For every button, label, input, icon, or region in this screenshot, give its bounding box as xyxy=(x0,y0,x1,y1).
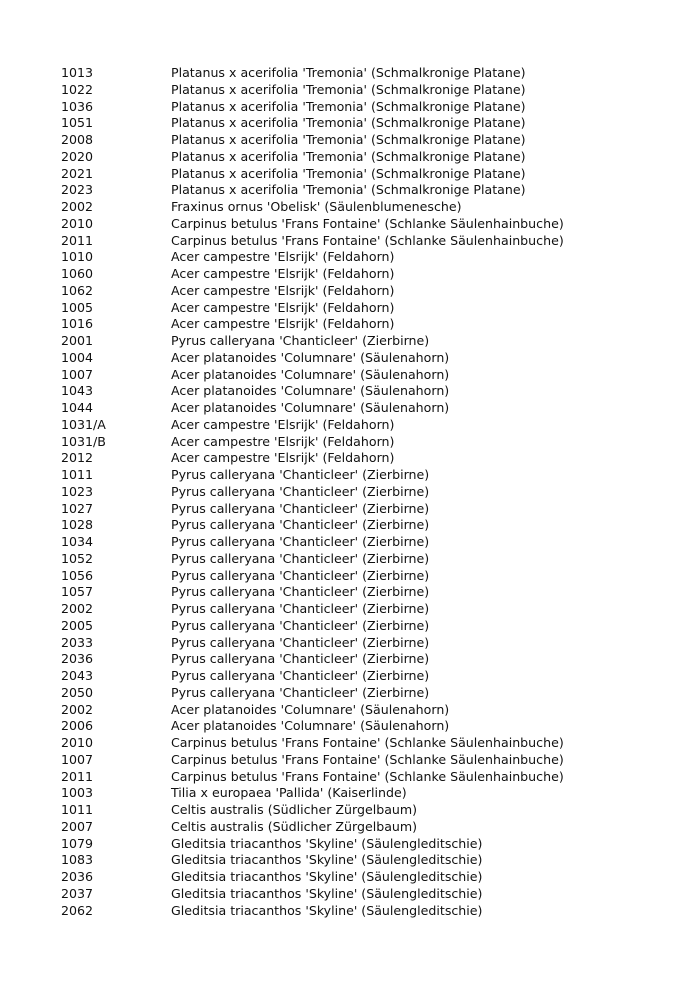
tree-number: 2036 xyxy=(61,869,94,884)
table-row xyxy=(61,836,681,853)
table-row xyxy=(61,216,681,233)
tree-species: Carpinus betulus 'Frans Fontaine' (Schlanke Säulenhainbuche) xyxy=(171,751,564,767)
table-row xyxy=(61,785,681,802)
tree-species: Pyrus calleryana 'Chanticleer' (Zierbirne) xyxy=(171,584,430,600)
table-row xyxy=(61,115,681,132)
tree-number: 1052 xyxy=(61,550,94,566)
tree-number: 1056 xyxy=(61,567,94,583)
tree-list xyxy=(61,65,681,919)
tree-number: 2062 xyxy=(61,902,94,918)
tree-species: Celtis australis (Südlicher Zürgelbaum) xyxy=(171,802,418,817)
tree-species: Pyrus calleryana 'Chanticleer' (Zierbirne) xyxy=(171,651,430,667)
tree-number: 2050 xyxy=(61,684,94,700)
table-row xyxy=(61,618,681,635)
tree-species: Acer campestre 'Elsrijk' (Feldahorn) xyxy=(171,282,395,298)
tree-species: Platanus x acerifolia 'Tremonia' (Schmalkronige Platane) xyxy=(171,165,526,181)
tree-number: 2002 xyxy=(61,701,94,717)
table-row xyxy=(61,149,681,166)
table-row xyxy=(61,584,681,601)
tree-species: Platanus x acerifolia 'Tremonia' (Schmalkronige Platane) xyxy=(171,65,526,80)
tree-species: Gleditsia triacanthos 'Skyline' (Säulengleditschie) xyxy=(171,852,483,868)
tree-species: Acer platanoides 'Columnare' (Säulenahorn) xyxy=(171,400,450,415)
tree-species: Pyrus calleryana 'Chanticleer' (Zierbirne) xyxy=(171,500,430,516)
table-row xyxy=(61,869,681,886)
table-row xyxy=(61,350,681,367)
table-row xyxy=(61,182,681,199)
tree-species: Platanus x acerifolia 'Tremonia' (Schmalkronige Platane) xyxy=(171,182,526,198)
tree-number: 1083 xyxy=(61,852,94,868)
tree-species: Acer platanoides 'Columnare' (Säulenahorn) xyxy=(171,718,450,734)
tree-species: Acer campestre 'Elsrijk' (Feldahorn) xyxy=(171,299,395,315)
tree-species: Fraxinus ornus 'Obelisk' (Säulenblumenesche) xyxy=(171,199,462,214)
tree-number: 2043 xyxy=(61,668,94,683)
table-row xyxy=(61,903,681,920)
tree-species: Acer platanoides 'Columnare' (Säulenahorn) xyxy=(171,366,450,382)
tree-number: 2010 xyxy=(61,215,94,231)
table-row xyxy=(61,651,681,668)
table-row xyxy=(61,333,681,350)
table-row xyxy=(61,199,681,216)
tree-number: 2023 xyxy=(61,182,94,198)
tree-species: Acer campestre 'Elsrijk' (Feldahorn) xyxy=(171,316,395,332)
table-row xyxy=(61,501,681,518)
table-row xyxy=(61,82,681,99)
tree-species: Acer platanoides 'Columnare' (Säulenahorn) xyxy=(171,701,450,717)
tree-species: Carpinus betulus 'Frans Fontaine' (Schlanke Säulenhainbuche) xyxy=(171,215,564,231)
tree-number: 2001 xyxy=(61,333,94,348)
tree-species: Pyrus calleryana 'Chanticleer' (Zierbirne) xyxy=(171,534,430,549)
table-row xyxy=(61,383,681,400)
tree-number: 1043 xyxy=(61,383,94,399)
tree-species: Acer campestre 'Elsrijk' (Feldahorn) xyxy=(171,450,395,466)
tree-species: Pyrus calleryana 'Chanticleer' (Zierbirne) xyxy=(171,517,430,533)
tree-number: 1060 xyxy=(61,266,94,281)
tree-species: Acer campestre 'Elsrijk' (Feldahorn) xyxy=(171,416,395,432)
table-row xyxy=(61,283,681,300)
tree-species: Platanus x acerifolia 'Tremonia' (Schmalkronige Platane) xyxy=(171,81,526,97)
tree-species: Platanus x acerifolia 'Tremonia' (Schmalkronige Platane) xyxy=(171,148,526,164)
tree-species: Pyrus calleryana 'Chanticleer' (Zierbirne) xyxy=(171,668,430,683)
tree-species: Pyrus calleryana 'Chanticleer' (Zierbirne) xyxy=(171,684,430,700)
table-row xyxy=(61,132,681,149)
tree-species: Pyrus calleryana 'Chanticleer' (Zierbirne) xyxy=(171,601,430,616)
table-row xyxy=(61,735,681,752)
tree-number: 2011 xyxy=(61,768,94,784)
table-row xyxy=(61,400,681,417)
table-row xyxy=(61,886,681,903)
tree-species: Pyrus calleryana 'Chanticleer' (Zierbirne) xyxy=(171,567,430,583)
tree-species: Acer campestre 'Elsrijk' (Feldahorn) xyxy=(171,266,395,281)
tree-number: 1023 xyxy=(61,483,94,499)
table-row xyxy=(61,467,681,484)
table-row xyxy=(61,568,681,585)
table-row xyxy=(61,434,681,451)
tree-species: Pyrus calleryana 'Chanticleer' (Zierbirne) xyxy=(171,634,430,650)
tree-number: 2012 xyxy=(61,450,94,466)
tree-number: 1034 xyxy=(61,534,94,549)
table-row xyxy=(61,819,681,836)
tree-species: Carpinus betulus 'Frans Fontaine' (Schlanke Säulenhainbuche) xyxy=(171,735,564,750)
tree-species: Gleditsia triacanthos 'Skyline' (Säulengleditschie) xyxy=(171,902,483,918)
tree-number: 1036 xyxy=(61,98,94,114)
tree-number: 2033 xyxy=(61,634,94,650)
tree-species: Pyrus calleryana 'Chanticleer' (Zierbirne) xyxy=(171,333,430,348)
tree-number: 1062 xyxy=(61,282,94,298)
tree-number: 2006 xyxy=(61,718,94,734)
tree-number: 2011 xyxy=(61,232,94,248)
tree-number: 1010 xyxy=(61,249,94,265)
table-row xyxy=(61,367,681,384)
table-row xyxy=(61,752,681,769)
table-row xyxy=(61,769,681,786)
tree-number: 1051 xyxy=(61,115,94,131)
table-row xyxy=(61,635,681,652)
tree-number: 1027 xyxy=(61,500,94,516)
tree-number: 1007 xyxy=(61,366,94,382)
tree-species: Pyrus calleryana 'Chanticleer' (Zierbirne) xyxy=(171,483,430,499)
tree-number: 2008 xyxy=(61,132,94,147)
table-row xyxy=(61,266,681,283)
tree-number: 1007 xyxy=(61,751,94,767)
table-row xyxy=(61,417,681,434)
tree-species: Acer campestre 'Elsrijk' (Feldahorn) xyxy=(171,249,395,265)
table-row xyxy=(61,450,681,467)
table-row xyxy=(61,802,681,819)
tree-number: 2036 xyxy=(61,651,94,667)
table-row xyxy=(61,249,681,266)
tree-species: Platanus x acerifolia 'Tremonia' (Schmalkronige Platane) xyxy=(171,132,526,147)
table-row xyxy=(61,99,681,116)
tree-number: 1004 xyxy=(61,349,94,365)
tree-number: 1044 xyxy=(61,400,94,415)
tree-number: 2010 xyxy=(61,735,94,750)
tree-number: 1079 xyxy=(61,835,94,851)
tree-species: Gleditsia triacanthos 'Skyline' (Säulengleditschie) xyxy=(171,885,483,901)
tree-number: 1057 xyxy=(61,584,94,600)
tree-number: 1005 xyxy=(61,299,94,315)
tree-number: 2021 xyxy=(61,165,94,181)
tree-number: 2002 xyxy=(61,601,94,616)
table-row xyxy=(61,668,681,685)
table-row xyxy=(61,233,681,250)
tree-species: Carpinus betulus 'Frans Fontaine' (Schlanke Säulenhainbuche) xyxy=(171,232,564,248)
tree-number: 1011 xyxy=(61,802,94,817)
tree-number: 1028 xyxy=(61,517,94,533)
table-row xyxy=(61,484,681,501)
tree-species: Tilia x europaea 'Pallida' (Kaiserlinde) xyxy=(171,785,407,801)
table-row xyxy=(61,702,681,719)
table-row xyxy=(61,852,681,869)
table-row xyxy=(61,166,681,183)
tree-species: Platanus x acerifolia 'Tremonia' (Schmalkronige Platane) xyxy=(171,98,526,114)
tree-species: Pyrus calleryana 'Chanticleer' (Zierbirne) xyxy=(171,550,430,566)
tree-number: 1003 xyxy=(61,785,94,801)
tree-number: 2002 xyxy=(61,199,94,214)
table-row xyxy=(61,534,681,551)
table-row xyxy=(61,718,681,735)
tree-number: 1031/A xyxy=(61,416,106,432)
tree-number: 2020 xyxy=(61,148,94,164)
tree-species: Acer campestre 'Elsrijk' (Feldahorn) xyxy=(171,433,395,449)
tree-number: 2007 xyxy=(61,818,94,834)
tree-species: Platanus x acerifolia 'Tremonia' (Schmalkronige Platane) xyxy=(171,115,526,131)
tree-number: 1031/B xyxy=(61,433,106,449)
tree-species: Carpinus betulus 'Frans Fontaine' (Schlanke Säulenhainbuche) xyxy=(171,768,564,784)
tree-number: 1022 xyxy=(61,81,94,97)
tree-number: 1013 xyxy=(61,65,94,80)
tree-number: 1011 xyxy=(61,467,94,482)
table-row xyxy=(61,685,681,702)
tree-species: Gleditsia triacanthos 'Skyline' (Säulengleditschie) xyxy=(171,869,483,884)
tree-species: Acer platanoides 'Columnare' (Säulenahorn) xyxy=(171,349,450,365)
table-row xyxy=(61,316,681,333)
table-row xyxy=(61,601,681,618)
tree-number: 2037 xyxy=(61,885,94,901)
table-row xyxy=(61,300,681,317)
tree-number: 2005 xyxy=(61,617,94,633)
tree-species: Pyrus calleryana 'Chanticleer' (Zierbirne) xyxy=(171,617,430,633)
table-row xyxy=(61,517,681,534)
tree-species: Pyrus calleryana 'Chanticleer' (Zierbirne) xyxy=(171,467,430,482)
table-row xyxy=(61,65,681,82)
tree-species: Gleditsia triacanthos 'Skyline' (Säulengleditschie) xyxy=(171,835,483,851)
table-row xyxy=(61,551,681,568)
tree-number: 1016 xyxy=(61,316,94,332)
tree-species: Acer platanoides 'Columnare' (Säulenahorn) xyxy=(171,383,450,399)
tree-species: Celtis australis (Südlicher Zürgelbaum) xyxy=(171,818,418,834)
